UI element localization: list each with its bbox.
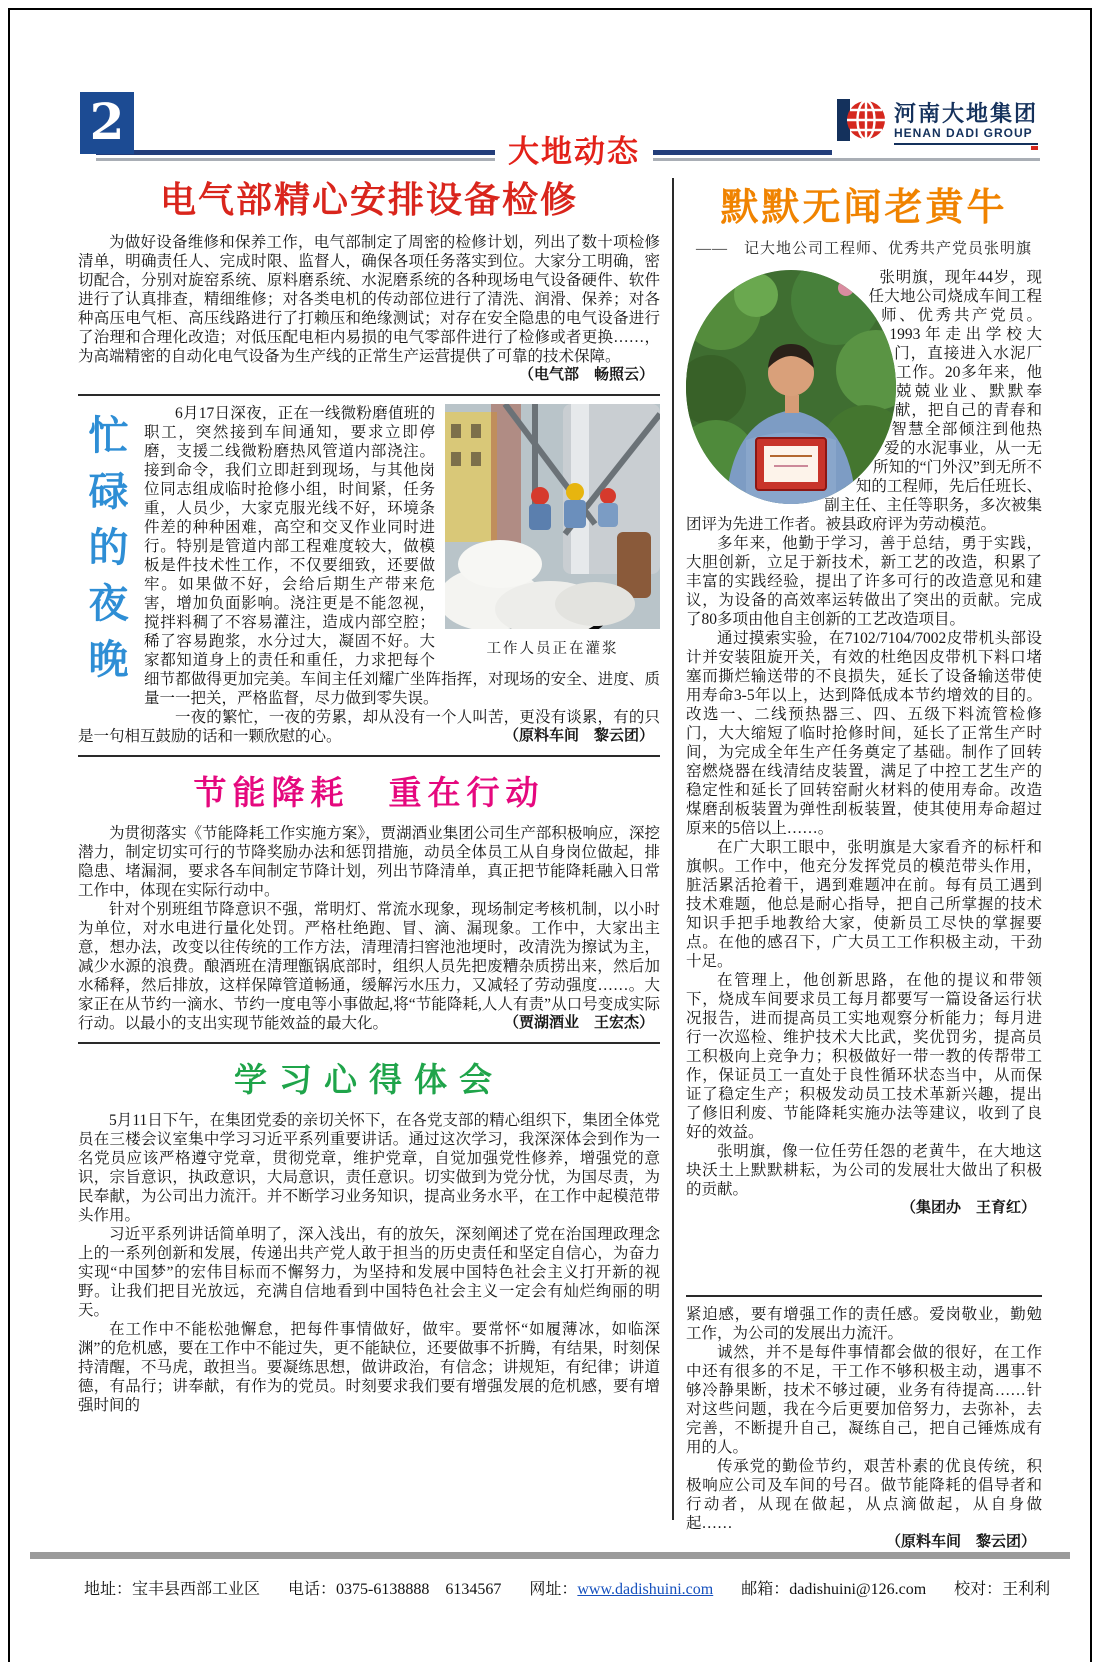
article5-paragraph-2: 多年来，他勤于学习，善于总结，勇于实践，大胆创新，立足于新技术，新工艺的改造，积累了丰富的实践经验，提出了许多可行的改造意见和建议，为设备的高效率运转做出了突出的贡献。完成了80多项由他自主创新的工艺改造项目。 <box>686 535 1042 628</box>
article3-byline: （贾湖酒业 王宏杰） <box>503 1015 654 1031</box>
article-study-notes <box>78 1054 660 1415</box>
right-column <box>686 176 1042 1548</box>
article5-paragraph-6: 张明旗，像一位任劳任怨的老黄牛，在大地这块沃土上默默耕耘，为公司的发展壮大做出了积极的贡献。 <box>686 1143 1042 1198</box>
photo-caption: 工作人员正在灌浆 <box>486 641 619 657</box>
article5-title: 默默无闻老黄牛 <box>720 187 1008 229</box>
divider <box>686 1295 1042 1297</box>
divider <box>78 1042 660 1044</box>
page-number: 2 <box>80 92 134 154</box>
article5-paragraph-3: 通过摸索实验，在7102/7104/7002皮带机头部设计并安装阻旋开关，有效的杜绝因皮带机下料口堵塞而撕烂输送带的不良损失，延长了设备输送带使用寿命3-5年以上，达到降低成本节约增效的目的。改选一、二线预热器三、四、五级下料流管检修门，大大缩短了临时抢修时间，延长了正常生产时间，为完成全年生产任务奠定了基础。制作了回转窑燃烧器在线清结皮装置，满足了中控工艺生产的稳定性和延长了回转窑耐火材料的使用寿命。改造煤磨刮板装置为弹性刮板装置，使其使用寿命超过原来的5倍以上……。 <box>686 630 1042 837</box>
article4-paragraph-3: 在工作中不能松弛懈怠，把每件事情做好，做牢。要常怀“如履薄冰，如临深渊”的危机感，要在工作中不能过失，更不能缺位，还要做事不折腾，有结果，时刻保持清醒，不马虎，敢担当。要凝练思想，做讲政治，有信念；讲规矩，有纪律；讲道德，有品行；讲奉献，有作为的党员。时刻要求我们要有增强发展的危机感，要有增强时间的 <box>78 1321 660 1414</box>
article1-byline: （电气部 畅照云） <box>518 367 654 383</box>
article-busy-night <box>78 404 660 746</box>
divider <box>78 394 660 396</box>
article-energy-saving <box>78 767 660 1033</box>
article5-paragraph-4: 在广大职工眼中，张明旗是大家看齐的标杆和旗帜。工作中，他充分发挥党员的模范带头作用，脏活累活抢着干，遇到难题冲在前。每有员工遇到技术难题，他总是耐心指导，把自己所掌握的技术知识手把手地教给大家，使新员工尽快的掌握要点。在他的感召下，广大员工工作积极主动，干劲十足。 <box>686 839 1042 970</box>
footer-website <box>529 1576 713 1599</box>
article3-paragraph-1: 为贯彻落实《节能降耗工作实施方案》，贾湖酒业集团公司生产部积极响应，深挖潜力，制定切实可行的节降奖励办法和惩罚措施，动员全体员工从自身岗位做起，排隐患、堵漏洞，要求各车间制定节降计划，列出节降清单，真正把节能降耗融入日常工作中，体现在实际行动中。 <box>78 825 660 899</box>
article5-subtitle: —— 记大地公司工程师、优秀共产党员张明旗 <box>695 241 1032 257</box>
logo-name-cn: 河南大地集团 <box>893 101 1038 126</box>
grouting-photo-figure <box>445 404 660 658</box>
article-study-notes-continuation <box>686 1305 1042 1548</box>
footer-phone: 电话：0375-6138888 6134567 <box>288 1581 502 1598</box>
section-title: 大地动态 <box>495 126 653 171</box>
footer-bar <box>30 1552 1070 1559</box>
grouting-photo <box>445 616 660 633</box>
masthead-logo <box>832 96 1040 155</box>
footer-website-label: 网址： <box>529 1581 578 1598</box>
article1-title: 电气部精心安排设备检修 <box>159 179 578 220</box>
continuation-paragraph-1: 紧迫感，要有增强工作的责任感。爱岗敬业，勤勉工作，为公司的发展出力流汗。 <box>686 1306 1042 1342</box>
article4-title: 学习心得体会 <box>234 1061 504 1098</box>
article5-paragraph-5: 在管理上，他创新思路，在他的提议和带领下，烧成车间要求员工每月都要写一篇设备运行状况报告，进而提高员工实地观察分析能力；每月进行一次巡检、维护技术大比武，奖优罚劣，提高员工积极向上竞争力；积极做好一带一教的传帮带工作，保证员工一直处于良性循环状态当中，从而保证了稳定生产；积极发动员工技术革新兴趣，提出了修旧利废、节能降耗实施办法等建议，收到了良好的效益。 <box>686 972 1042 1141</box>
article3-title: 节能降耗 重在行动 <box>193 774 545 811</box>
divider <box>78 755 660 757</box>
article-electrical-maintenance <box>78 172 660 385</box>
footer-proofreader: 校对：王利利 <box>954 1581 1051 1598</box>
footer-email: 邮箱：dadishuini@126.com <box>741 1581 927 1598</box>
continuation-byline: （原料车间 黎云团） <box>885 1534 1036 1548</box>
column-divider <box>672 178 674 1520</box>
continuation-paragraph-3: 传承党的勤俭节约，艰苦朴素的优良传统，积极响应公司及车间的号召。做节能降耗的倡导者和行动者，从现在做起，从点滴做起，从自身做起…… <box>686 1458 1042 1532</box>
article3-paragraph-2: 针对个别班组节降意识不强，常明灯、常流水现象，现场制定考核机制，以小时为单位，对水电进行量化处罚。严格杜绝跑、冒、滴、漏现象。工作中，大家出主意，想办法，改变以往传统的工作方法，清理清扫窖池池埂时，改清洗为擦试为主，减少水源的浪费。酿酒班在清理甑锅底部时，组织人员先把废糟杂质捞出来，然后加水稀释，然后排放，这样保障管道畅通，缓解污水压力，又减轻了劳动强度……。大家正在从节约一滴水、节约一度电等小事做起,将“节能降耗,人人有责”从口号变成实际行动。以最小的支出实现节能效益的最大化。 <box>78 901 660 1032</box>
footer <box>84 1576 1064 1599</box>
article5-byline: （集团办 王育红） <box>900 1200 1036 1216</box>
continuation-paragraph-2: 诚然，并不是每件事情都会做的很好，在工作中还有很多的不足，干工作不够积极主动，遇事不够冷静果断，技术不够过硬，业务有待提高……针对这些问题，我在今后更要加倍努力，去弥补，去完善，不断提升自己，凝练自己，把自己锤炼成有用的人。 <box>686 1344 1042 1456</box>
article2-paragraph-2: 一夜的繁忙，一夜的劳累，却从没有一个人叫苦，更没有谈累，有的只是一句相互鼓励的话和一颗欣慰的心。 <box>78 709 660 745</box>
article2-vertical-title: 忙碌的夜晚 <box>83 414 127 694</box>
article1-paragraph: 为做好设备维修和保养工作，电气部制定了周密的检修计划，列出了数十项检修清单，明确责任人、完成时限、监督人，确保各项任务落实到位。大家分工明确，密切配合，分别对旋窑系统、原料磨系统、水泥磨系统的各种现场电气设备硬件、软件进行了认真排查，精细维修；对各类电机的传动部位进行了清洗、润滑、保养；对各种高压电气柜、高压线路进行了打赖压和绝缘测试；对存在安全隐患的电气设备进行了治理和合理化改造；对低压配电柜内易损的电气零部件进行了检修或者更换……，为高端精密的自动化电气设备为生产线的正常生产运营提供了可靠的技术保障。 <box>78 234 660 365</box>
article-old-ox <box>686 176 1042 1286</box>
footer-address: 地址：宝丰县西部工业区 <box>84 1581 261 1598</box>
article4-paragraph-1: 5月11日下午，在集团党委的亲切关怀下，在各党支部的精心组织下，集团全体党员在三楼会议室集中学习习近平系列重要讲话。通过这次学习，我深深体会到作为一名党员应该严格遵守党章，贯彻党章，维护党章，自觉加强党性修养，增强党的意识，宗旨意识，执政意识，大局意识，责任意识。切实做到为党分忧，为国尽责，为民奉献，为公司出力流汗。并不断学习业务知识，提高业务水平，在工作中起模范带头作用。 <box>78 1112 660 1224</box>
footer-website-link[interactable]: www.dadishuini.com <box>577 1581 714 1598</box>
globe-logo-icon <box>836 96 888 151</box>
article5-paragraph-1: 张明旗，现年44岁，现任大地公司烧成车间工程师、优秀共产党员。1993年走出学校大门，直接进入水泥厂工作。20多年来，他兢兢业业、默默奉献，把自己的青春和智慧全部倾注到他热爱的水泥事业，从一无所知的“门外汉”到无所不知的工程师，先后任班长、副主任、主任等职务，多次被集团评为先进工作者。被县政府评为劳动模范。 <box>686 269 1042 533</box>
article2-paragraph-1: 6月17日深夜，正在一线微粉磨值班的职工，突然接到车间通知，要求立即停磨，支援二线微粉磨热风管道内部浇注。接到命令，我们立即赶到现场，与其他岗位同志组成临时抢修小组，时间紧，任务重，人员少，大家克服光线不好，环境条件差的种种困难，高空和交叉作业同时进行。特别是管道内部工程难度较大，做模板是件技术性工作，不仅要细致，还要做牢。如果做不好，会给后期生产带来危害，增加负面影响。浇注更是不能忽视，搅拌料稠了不容易灌注，造成内部空腔；稀了容易跑浆，水分过大，凝固不好。大家都知道身上的责任和重任，力求把每个细节都做得更加完美。车间主任刘耀广坐阵指挥，对现场的安全、进度、质量一一把关，严格监督，尽力做到零失误。 <box>144 405 660 707</box>
left-column <box>78 168 660 1548</box>
article2-byline: （原料车间 黎云团） <box>503 728 654 744</box>
article4-paragraph-2: 习近平系列讲话简单明了，深入浅出，有的放矢，深刻阐述了党在治国理政理念上的一系列创新和发展，传递出共产党人敢于担当的历史责任和坚定自信心，为奋力实现“中国梦”的宏伟目标而不懈努力，为坚持和发展中国特色社会主义打开新的视野。让我们把目光放远，充满自信地看到中国特色社会主义一定会有灿烂绚丽的明天。 <box>78 1226 660 1319</box>
logo-name-en: HENAN DADI GROUP <box>894 126 1038 145</box>
portrait-photo <box>686 270 896 505</box>
